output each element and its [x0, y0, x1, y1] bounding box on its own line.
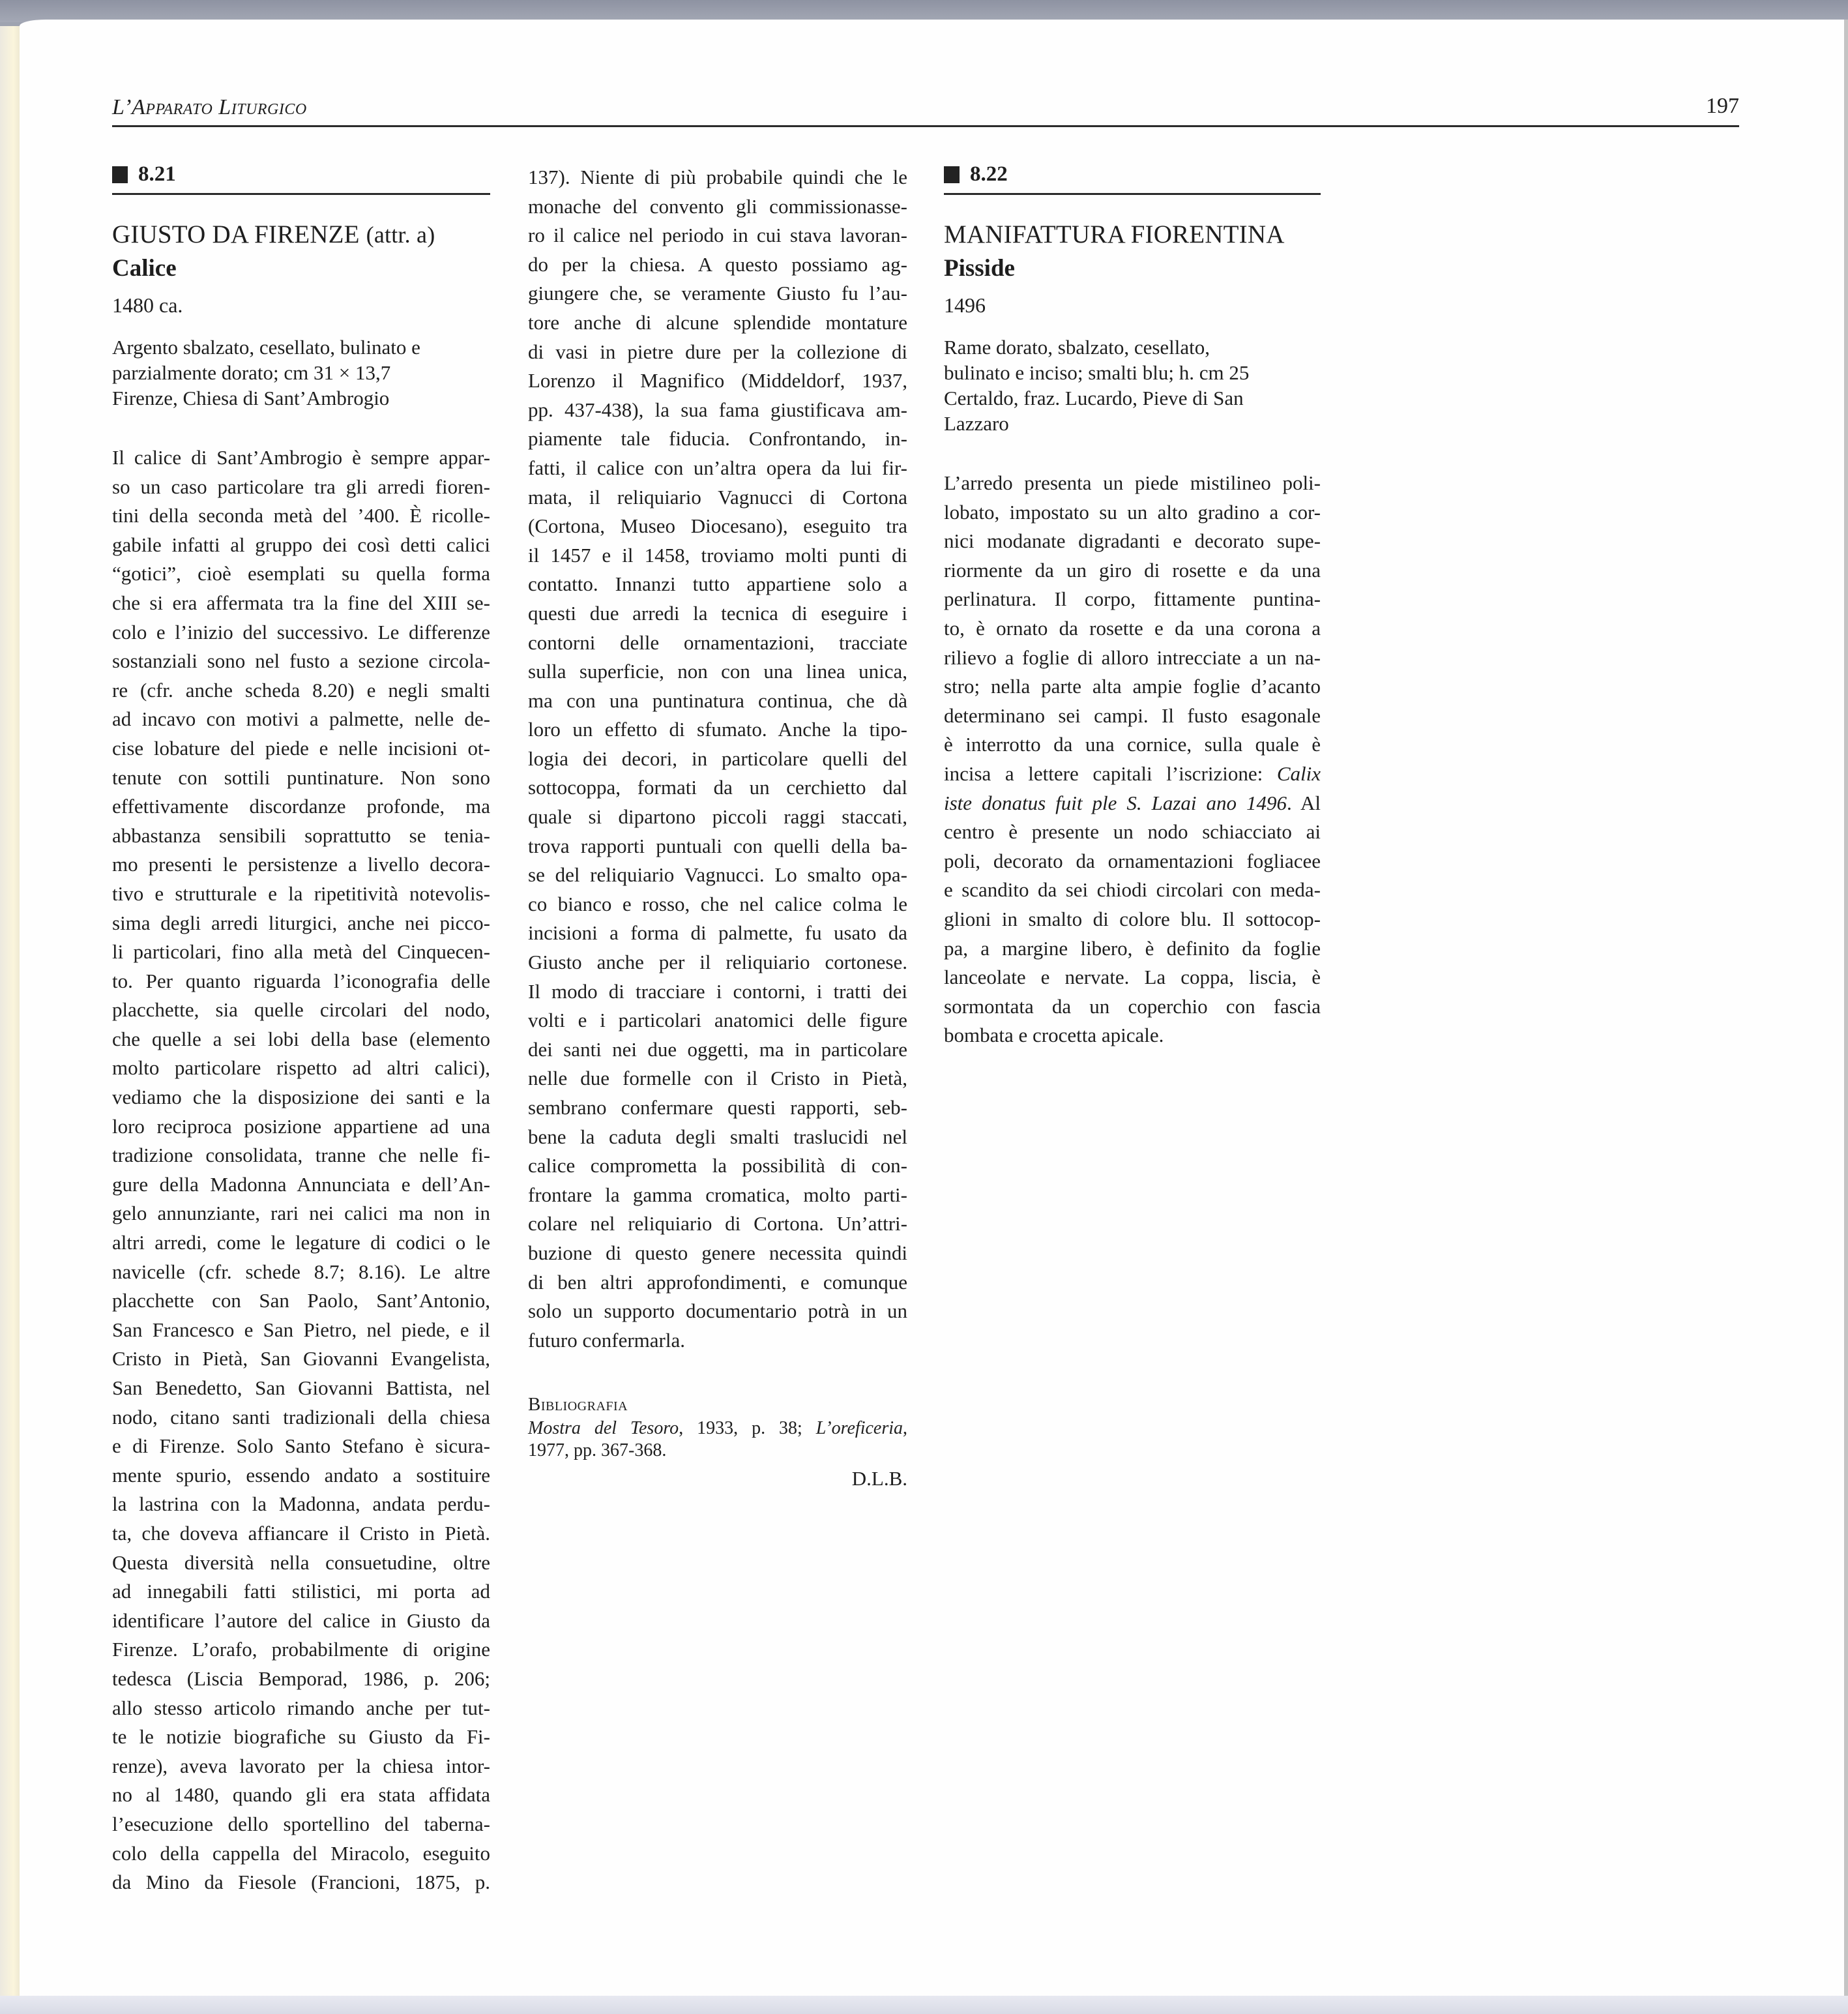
entry-number: 8.22 — [970, 162, 1008, 186]
artist-label: GIUSTO DA FIRENZE — [112, 220, 360, 248]
body-line: solo un supporto documentario potrà in un — [528, 1299, 907, 1323]
body-line: colo della cappella del Miracolo, eseguito — [112, 1841, 490, 1865]
bibliography-ref: , 1933, p. 38; — [679, 1418, 816, 1439]
body-line: perlinatura. Il corpo, fittamente puntina- — [944, 587, 1321, 611]
body-line: ro il calice nel periodo in cui stava lavoran- — [528, 224, 907, 247]
body-line: questi due arredi la tecnica di eseguire i — [528, 601, 907, 625]
body-line: San Francesco e San Pietro, nel piede, e il — [112, 1318, 490, 1341]
body-line: sembrano confermare questi rapporti, seb- — [528, 1096, 907, 1119]
body-line: il 1457 e il 1458, troviamo molti punti di — [528, 543, 907, 567]
object-title: Calice — [112, 255, 177, 282]
body-line: li particolari, fino alla metà del Cinquecen- — [112, 940, 490, 964]
inscription-line — [944, 789, 1321, 818]
body-line: bombata e crocetta apicale. — [944, 1024, 1164, 1047]
running-title: L’Apparato Liturgico — [112, 95, 307, 119]
body-line: pp. 437-438), la sua fama giustificava am- — [528, 398, 907, 421]
artist-name — [112, 218, 490, 251]
body-line: Questa diversità nella consuetudine, oltre — [112, 1550, 490, 1574]
running-header — [112, 90, 1739, 127]
technique-line: Rame dorato, sbalzato, cesellato, — [944, 336, 1210, 359]
body-line: loro reciproca posizione appartiene ad una — [112, 1114, 490, 1138]
body-line: ta, che doveva affiancare il Cristo in Pietà. — [112, 1521, 490, 1545]
body-line: to. Per quanto riguarda l’iconografia delle — [112, 969, 490, 992]
body-line: cise lobature del piede e nelle incisioni ot- — [112, 736, 490, 760]
body-line: che si era affermata tra la fine del XIII se- — [112, 591, 490, 614]
inscription-line — [944, 760, 1321, 789]
body-line: mo presenti le persistenze a livello decora- — [112, 853, 490, 876]
entry-body-continuation — [528, 163, 907, 1355]
body-line: re (cfr. anche scheda 8.20) e negli smalti — [112, 678, 490, 702]
black-square-icon — [112, 166, 128, 183]
body-line: so un caso particolare tra gli arredi fioren- — [112, 475, 490, 498]
body-line: no al 1480, quando gli era stata affidata — [112, 1783, 490, 1807]
body-line: pa, a margine libero, è definito da foglie — [944, 936, 1321, 960]
body-line: sottocoppa, formati da un cerchietto dal — [528, 776, 907, 799]
scan-background-right — [1844, 20, 1848, 2002]
body-line: rilievo a foglie di alloro intrecciate a un na- — [944, 645, 1321, 669]
body-text-fragment: . Al — [1286, 791, 1321, 814]
body-line: sormontata da un coperchio con fascia — [944, 994, 1321, 1018]
body-line: tore anche di alcune splendide montature — [528, 310, 907, 334]
body-line: tedesca (Liscia Bemporad, 1986, p. 206; — [112, 1666, 490, 1690]
body-line: allo stesso articolo rimando anche per tut- — [112, 1696, 490, 1719]
location-line: Lazzaro — [944, 412, 1009, 435]
inscription-intro: incisa a lettere capitali l’iscrizione: — [944, 762, 1277, 785]
body-line: logia dei decori, in particolare quelli del — [528, 747, 907, 770]
body-line: di vasi in pietre dure per la collezione di — [528, 340, 907, 363]
body-line: glioni in smalto di colore blu. Il sottocop- — [944, 907, 1321, 930]
attribution-note: (attr. a) — [366, 222, 435, 248]
technique-line: Argento sbalzato, cesellato, bulinato e — [112, 336, 420, 359]
body-line: Il calice di Sant’Ambrogio è sempre appar- — [112, 446, 490, 469]
body-line: bene la caduta degli smalti traslucidi nel — [528, 1125, 907, 1148]
body-line: altri arredi, come le legature di codici o le — [112, 1231, 490, 1254]
bibliography-text — [528, 1417, 907, 1462]
body-line: sulla superficie, non con una linea unica, — [528, 660, 907, 683]
scan-background-top — [0, 0, 1848, 22]
body-line: “gotici”, cioè esemplati su quella forma — [112, 562, 490, 585]
body-line: placchette, sia quelle circolari del nodo, — [112, 998, 490, 1022]
inscription-text: Calix — [1276, 762, 1321, 785]
body-line: abbastanza sensibili soprattutto se tenia- — [112, 823, 490, 847]
body-line: Cristo in Pietà, San Giovanni Evangelista, — [112, 1347, 490, 1370]
entry-number: 8.21 — [138, 162, 176, 186]
entry-body-text — [944, 469, 1321, 1050]
body-line: lobato, impostato su un alto gradino a cor- — [944, 500, 1321, 524]
inscription-text: iste donatus fuit ple S. Lazai ano 1496 — [944, 791, 1287, 814]
body-line: Firenze. L’orafo, probabilmente di origine — [112, 1638, 490, 1661]
body-line: contorni delle ornamentazioni, tracciate — [528, 630, 907, 654]
body-line: mente spurio, essendo andato a sostituire — [112, 1463, 490, 1487]
body-line: te le notizie biografiche su Giusto da Fi- — [112, 1725, 490, 1749]
body-line: contatto. Innanzi tutto appartiene solo a — [528, 572, 907, 596]
body-line: colo e l’inizio del successivo. Le differenze — [112, 620, 490, 644]
body-line: calice comprometta la possibilità di con- — [528, 1154, 907, 1177]
body-line: molto particolare rispetto ad altri calici), — [112, 1056, 490, 1080]
body-line: se del reliquiario Vagnucci. Lo smalto opa- — [528, 863, 907, 887]
body-line: renze), aveva lavorato per la chiesa intor- — [112, 1754, 490, 1777]
body-line: placchette con San Paolo, Sant’Antonio, — [112, 1289, 490, 1312]
bibliography-heading: Bibliografia — [528, 1394, 628, 1415]
body-line: da Mino da Fiesole (Francioni, 1875, p. — [112, 1871, 490, 1894]
body-line: nodo, citano santi tradizionali della chiesa — [112, 1405, 490, 1429]
location-line: Certaldo, fraz. Lucardo, Pieve di San — [944, 387, 1244, 409]
body-line: identificare l’autore del calice in Giusto da — [112, 1608, 490, 1632]
body-line: colare nel reliquiario di Cortona. Un’attri- — [528, 1212, 907, 1236]
artist-name: MANIFATTURA FIORENTINA — [944, 220, 1285, 248]
book-spine-edge — [0, 26, 20, 2014]
body-line: 137). Niente di più probabile quindi che le — [528, 166, 907, 188]
body-line: (Cortona, Museo Diocesano), eseguito tra — [528, 514, 907, 538]
body-line: dei santi nei due oggetti, ma in particolare — [528, 1037, 907, 1061]
body-line: tini della seconda metà del ’400. È ricolle- — [112, 504, 490, 527]
body-line: loro un effetto di sfumato. Anche la tipo- — [528, 718, 907, 741]
technique-line: parzialmente dorato; cm 31 × 13,7 — [112, 361, 391, 384]
object-date: 1496 — [944, 293, 986, 317]
body-line: giungere che, se veramente Giusto fu l’au- — [528, 282, 907, 305]
body-line: incisioni a forma di palmette, fu usato da — [528, 921, 907, 945]
author-initials: D.L.B. — [851, 1467, 907, 1490]
body-line: che quelle a sei lobi della base (elemento — [112, 1027, 490, 1050]
bibliography-line: 1977, pp. 367-368. — [528, 1440, 667, 1461]
technique-and-location — [112, 334, 490, 411]
scan-background-bottom — [0, 1996, 1848, 2014]
body-line: gure della Madonna Annunciata e dell’An- — [112, 1172, 490, 1196]
body-line: navicelle (cfr. schede 8.7; 8.16). Le altre — [112, 1260, 490, 1283]
column-3 — [944, 155, 1321, 1050]
body-line: nici modanate digradanti e decorato supe- — [944, 529, 1321, 553]
body-line: piamente tale fiducia. Confrontando, in- — [528, 427, 907, 451]
body-line: frontare la gamma cromatica, molto parti- — [528, 1183, 907, 1206]
column-1 — [112, 155, 490, 1897]
bibliography — [528, 1391, 907, 1493]
body-line: mata, il reliquiario Vagnucci di Cortona — [528, 485, 907, 509]
page-number: 197 — [1706, 94, 1739, 118]
body-line: sostanziali sono nel fusto a sezione circola- — [112, 649, 490, 673]
column-2 — [528, 163, 907, 1493]
body-line: sima degli arredi liturgici, anche nei picco- — [112, 911, 490, 934]
black-square-icon — [944, 166, 960, 183]
body-line: ma con una puntinatura continua, che dà — [528, 689, 907, 712]
body-line: determinano sei campi. Il fusto esagonale — [944, 703, 1321, 727]
body-line: la lastrina con la Madonna, andata perdu- — [112, 1492, 490, 1516]
body-line: futuro confermarla. — [528, 1328, 685, 1352]
body-line: gabile infatti al gruppo dei così detti calici — [112, 533, 490, 556]
body-line: vediamo che la disposizione dei santi e la — [112, 1086, 490, 1109]
bibliography-title: L’oreficeria — [815, 1418, 903, 1439]
object-date: 1480 ca. — [112, 293, 183, 317]
body-line: riormente da un giro di rosette e da una — [944, 558, 1321, 582]
body-line: lanceolate e nervate. La coppa, liscia, è — [944, 966, 1321, 989]
body-line: Lorenzo il Magnifico (Middeldorf, 1937, — [528, 369, 907, 392]
body-line: centro è presente un nodo schiacciato ai — [944, 820, 1321, 844]
location-line: Firenze, Chiesa di Sant’Ambrogio — [112, 387, 390, 409]
body-line: tivo e strutturale e la ripetitività notevolis- — [112, 881, 490, 905]
body-line: volti e i particolari anatomici delle figure — [528, 1009, 907, 1032]
body-line: trova rapporti puntuali con quelli della ba- — [528, 834, 907, 857]
body-line: buzione di questo genere necessita quindi — [528, 1241, 907, 1264]
body-line: ad innegabili fatti stilistici, mi porta ad — [112, 1580, 490, 1603]
bibliography-line — [528, 1417, 907, 1440]
body-line: e di Firenze. Solo Santo Stefano è sicura- — [112, 1434, 490, 1458]
body-line: Il modo di tracciare i contorni, i tratti dei — [528, 979, 907, 1003]
body-line: do per la chiesa. A questo possiamo ag- — [528, 252, 907, 276]
body-line: gelo annunziante, rari nei calici ma non in — [112, 1202, 490, 1225]
body-line: quale si dipartono piccoli raggi staccati, — [528, 805, 907, 829]
body-line: tradizione consolidata, tranne che nelle fi- — [112, 1144, 490, 1167]
body-line: di ben altri approfondimenti, e comunque — [528, 1270, 907, 1294]
body-line: San Benedetto, San Giovanni Battista, nel — [112, 1376, 490, 1399]
bibliography-ref: , — [903, 1418, 907, 1439]
body-line: fatti, il calice con un’altra opera da lui fir- — [528, 456, 907, 479]
entry-number-heading — [112, 155, 490, 195]
body-line: stro; nella parte alta ampie foglie d’acanto — [944, 675, 1321, 698]
body-line: è interrotto da una cornice, sulla quale è — [944, 733, 1321, 756]
body-line: monache del convento gli commissionasse- — [528, 194, 907, 218]
entry-number-heading — [944, 155, 1321, 195]
body-line: to, è ornato da rosette e da una corona a — [944, 616, 1321, 640]
body-line: poli, decorato da ornamentazioni fogliacee — [944, 849, 1321, 872]
bibliography-title: Mostra del Tesoro — [528, 1418, 679, 1439]
body-line: e scandito da sei chiodi circolari con meda- — [944, 878, 1321, 902]
body-line: nelle due formelle con il Cristo in Pietà, — [528, 1067, 907, 1090]
body-line: co bianco e rosso, che nel calice colma le — [528, 892, 907, 915]
technique-and-location — [944, 334, 1321, 436]
body-line: l’esecuzione dello sportellino del taberna- — [112, 1812, 490, 1835]
object-title: Pisside — [944, 255, 1015, 282]
body-line: effettivamente discordanze profonde, ma — [112, 795, 490, 818]
technique-line: bulinato e inciso; smalti blu; h. cm 25 — [944, 361, 1250, 384]
body-line: tenute con sottili puntinature. Non sono — [112, 765, 490, 789]
body-line: Giusto anche per il reliquiario cortonese. — [528, 951, 907, 974]
entry-body-text — [112, 443, 490, 1897]
body-line: ad incavo con motivi a palmette, nelle de- — [112, 707, 490, 731]
body-line: L’arredo presenta un piede mistilineo poli- — [944, 471, 1321, 494]
